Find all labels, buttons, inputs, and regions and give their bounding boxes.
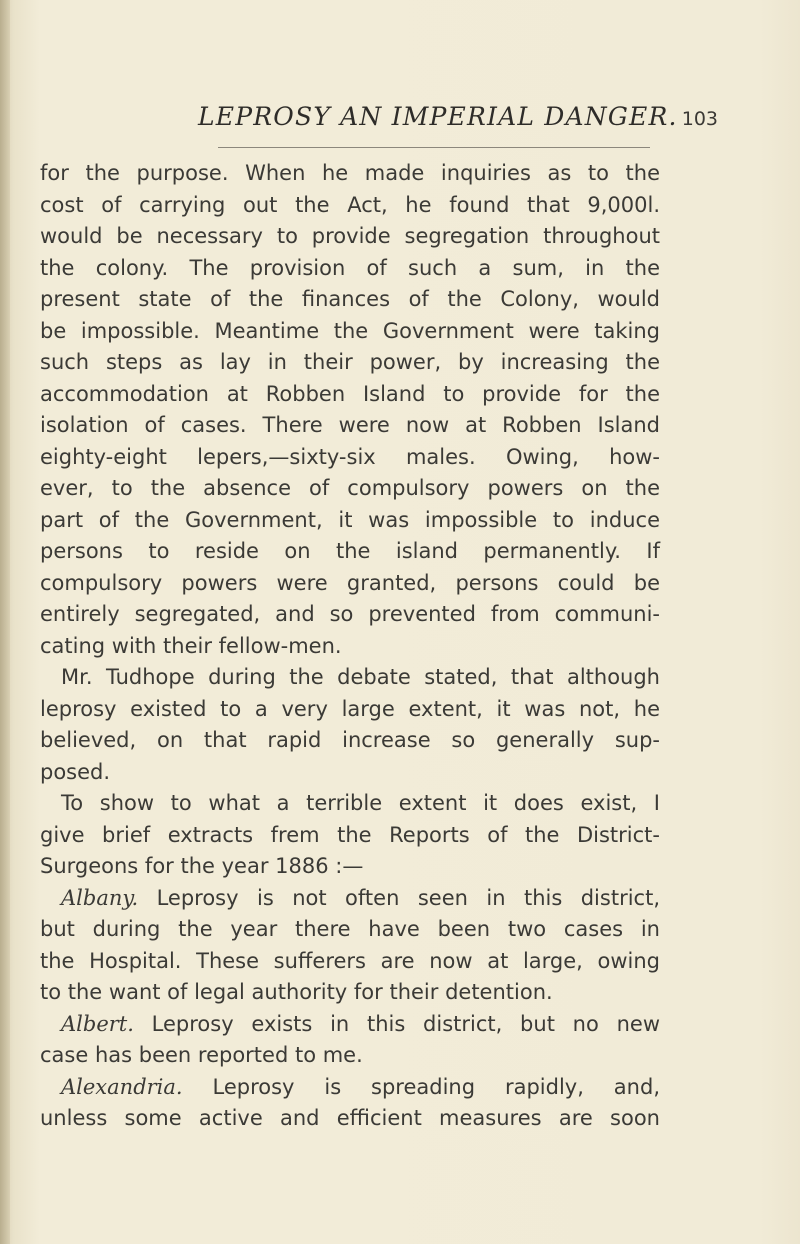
text-line: believed, on that rapid increase so generally sup- [40, 728, 660, 752]
place-name-alexandria: Alexandria. [61, 1074, 183, 1099]
text-line-rest: Leprosy is not often seen in this district, [156, 885, 660, 910]
text-line: would be necessary to provide segregation throughout [40, 224, 660, 248]
text-line: to the want of legal authority for their detention. [40, 980, 553, 1004]
text-line: part of the Government, it was impossible to induce [40, 507, 660, 532]
text-line: Surgeons for the year 1886 :— [40, 854, 364, 878]
text-line-with-place [40, 1072, 660, 1104]
place-name-albert: Albert. [61, 1011, 134, 1036]
text-line: Mr. Tudhope during the debate stated, that although [61, 665, 660, 689]
header-rule [218, 147, 650, 148]
text-line: be impossible. Meantime the Government were taking [40, 318, 660, 343]
page-number: 103 [681, 108, 718, 130]
text-line-rest: Leprosy is spreading rapidly, and, [212, 1074, 660, 1099]
text-line: persons to reside on the island permanently. If [40, 539, 660, 563]
text-line-with-place [40, 883, 660, 915]
text-line: but during the year there have been two cases in [40, 917, 660, 941]
text-line: isolation of cases. There were now at Robben Island [40, 413, 660, 437]
text-line: for the purpose. When he made inquiries as to the [40, 161, 660, 185]
text-line: cost of carrying out the Act, he found that 9,000l. [40, 192, 660, 217]
text-line: compulsory powers were granted, persons could be [40, 570, 660, 595]
body-text [40, 158, 660, 1135]
text-line: eighty-eight lepers,—sixty-six males. Owing, how- [40, 444, 660, 469]
text-line: ever, to the absence of compulsory powers on the [40, 476, 660, 500]
text-line: give brief extracts frem the Reports of the District- [40, 822, 660, 847]
place-name-albany: Albany. [61, 885, 139, 910]
page-header [198, 96, 718, 136]
text-line: posed. [40, 759, 111, 784]
page-spine-edge [0, 0, 10, 1244]
text-line-rest: Leprosy exists in this district, but no new [151, 1011, 660, 1036]
text-line: entirely segregated, and so prevented from communi- [40, 602, 660, 626]
text-line: present state of the finances of the Colony, would [40, 287, 660, 311]
text-line: leprosy existed to a very large extent, it was not, he [40, 696, 660, 721]
text-line: such steps as lay in their power, by increasing the [40, 350, 660, 374]
text-line: the colony. The provision of such a sum, in the [40, 255, 660, 280]
text-line: accommodation at Robben Island to provide for the [40, 381, 660, 406]
text-line: case has been reported to me. [40, 1043, 363, 1067]
text-line-with-place [40, 1009, 660, 1041]
text-line: cating with their fellow-men. [40, 633, 342, 658]
running-title: LEPROSY AN IMPERIAL DANGER. [198, 102, 678, 131]
text-line: To show to what a terrible extent it does exist, I [61, 791, 660, 815]
text-line: the Hospital. These sufferers are now at large, owing [40, 948, 660, 973]
text-line: unless some active and efficient measures are soon [40, 1106, 660, 1130]
